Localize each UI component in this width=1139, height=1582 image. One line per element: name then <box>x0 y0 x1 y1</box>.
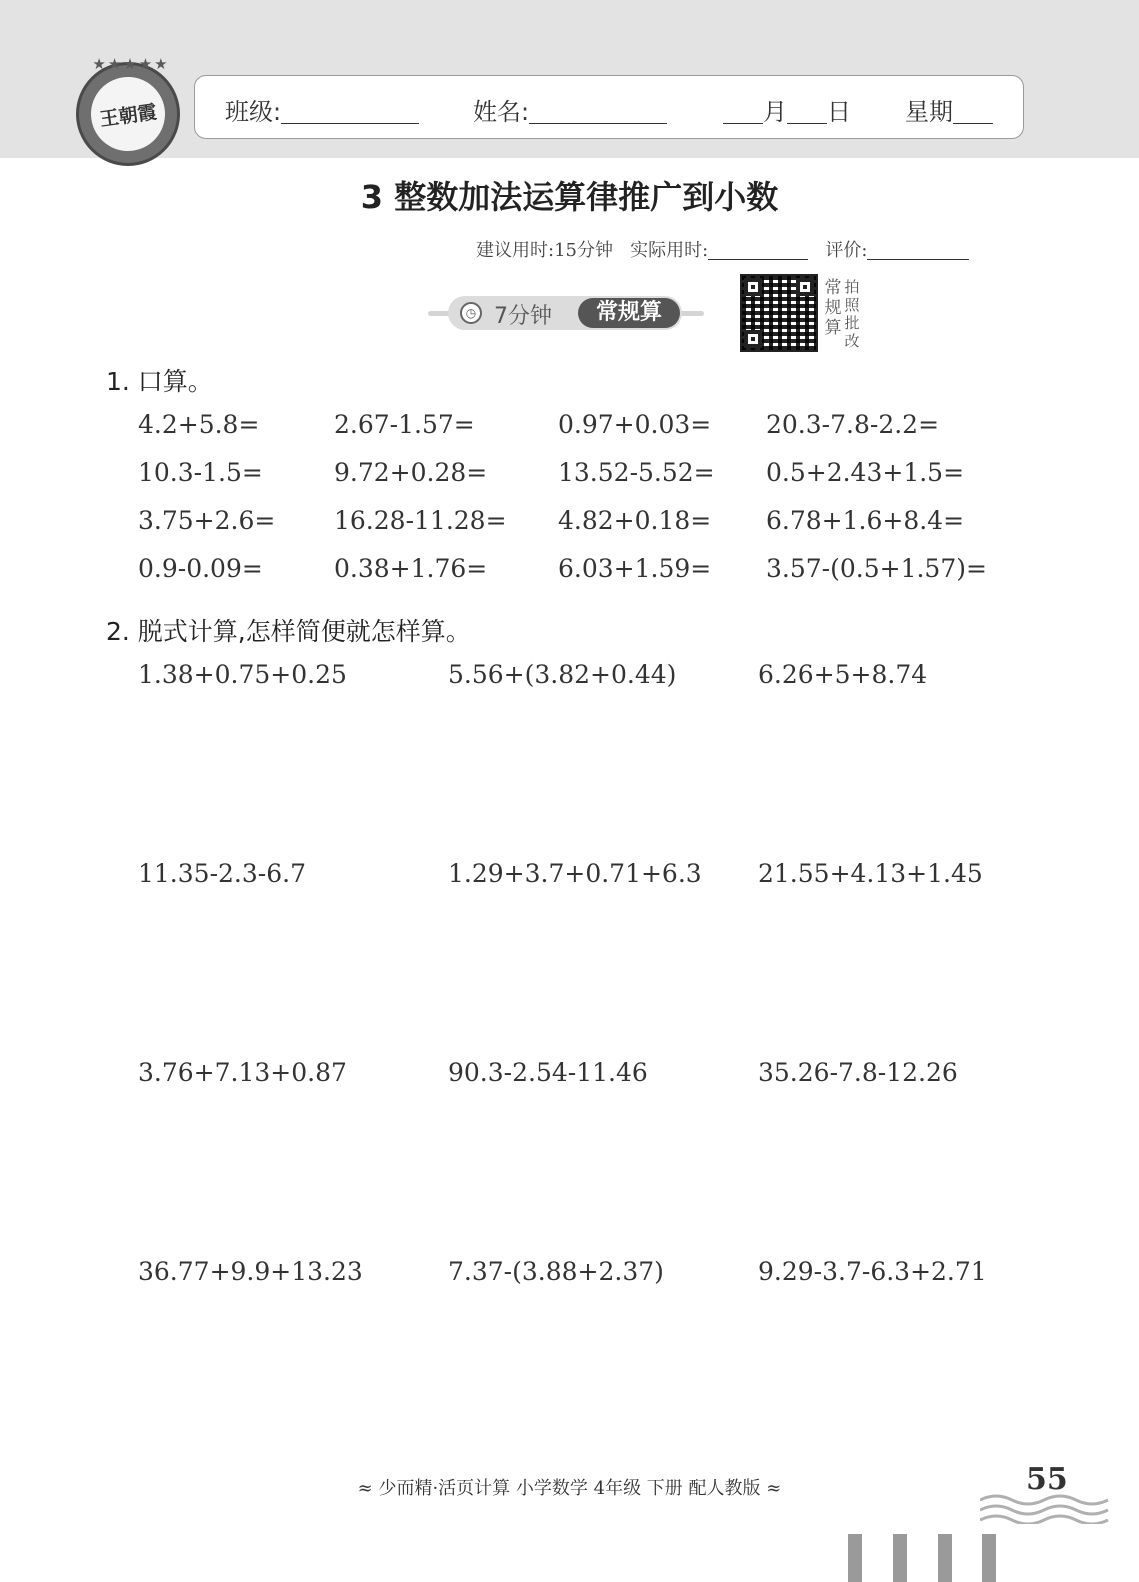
name-label: 姓名: <box>473 98 530 126</box>
qr-finder-icon <box>744 278 762 296</box>
qr-caption-left: 常规算 <box>824 278 842 338</box>
step-problem: 1.29+3.7+0.71+6.3 <box>448 859 702 888</box>
step-problem: 3.76+7.13+0.87 <box>138 1058 347 1087</box>
oral-problem: 0.5+2.43+1.5= <box>766 458 965 487</box>
step-problem: 21.55+4.13+1.45 <box>758 859 983 888</box>
oral-problem: 3.57-(0.5+1.57)= <box>766 554 987 583</box>
evaluation-label: 评价: <box>825 240 868 261</box>
oral-problem: 4.82+0.18= <box>558 506 712 535</box>
day-label: 日 <box>827 98 851 126</box>
qr-finder-icon <box>744 330 762 348</box>
actual-time-blank[interactable] <box>708 241 808 260</box>
clock-medal-icon: ◷ <box>460 302 482 324</box>
page-title: 3 整数加法运算律推广到小数 <box>360 178 779 216</box>
actual-time-label: 实际用时: <box>630 240 709 261</box>
qr-caption-right: 拍照批改 <box>844 278 860 350</box>
time-badge <box>448 296 682 330</box>
oral-problem: 3.75+2.6= <box>138 506 276 535</box>
step-problem: 9.29-3.7-6.3+2.71 <box>758 1257 987 1286</box>
day-blank[interactable] <box>787 101 827 124</box>
class-field[interactable] <box>225 92 419 127</box>
edge-tab <box>893 1534 907 1582</box>
step-problem: 36.77+9.9+13.23 <box>138 1257 363 1286</box>
oral-problem: 10.3-1.5= <box>138 458 263 487</box>
oral-problem: 9.72+0.28= <box>334 458 488 487</box>
oral-problem: 20.3-7.8-2.2= <box>766 410 940 439</box>
edge-tab <box>982 1534 996 1582</box>
step-problem: 5.56+(3.82+0.44) <box>448 660 677 689</box>
page-number: 55 <box>1026 1462 1068 1497</box>
oral-problem: 0.97+0.03= <box>558 410 712 439</box>
qr-finder-icon <box>796 278 814 296</box>
footer-series: ≈ 少而精·活页计算 小学数学 4年级 下册 配人教版 ≈ <box>357 1478 782 1499</box>
oral-problem: 0.9-0.09= <box>138 554 263 583</box>
edge-tab <box>848 1534 862 1582</box>
weekday-field[interactable] <box>905 92 993 127</box>
name-field[interactable] <box>473 92 667 127</box>
oral-problem: 4.2+5.8= <box>138 410 260 439</box>
edge-tab <box>938 1534 952 1582</box>
oral-problem: 6.03+1.59= <box>558 554 712 583</box>
oral-problem: 16.28-11.28= <box>334 506 507 535</box>
section-1-title: 1. 口算。 <box>106 367 213 396</box>
step-problem: 1.38+0.75+0.25 <box>138 660 347 689</box>
oral-problem: 2.67-1.57= <box>334 410 475 439</box>
step-problem: 11.35-2.3-6.7 <box>138 859 306 888</box>
qr-code[interactable] <box>740 274 818 352</box>
weekday-blank[interactable] <box>953 101 993 124</box>
oral-problem: 0.38+1.76= <box>334 554 488 583</box>
logo-text: 王朝霞 <box>86 72 170 156</box>
weekday-label: 星期 <box>905 98 953 126</box>
badge-time: 7分钟 <box>494 304 552 329</box>
step-problem: 7.37-(3.88+2.37) <box>448 1257 664 1286</box>
class-blank[interactable] <box>281 101 419 124</box>
brand-logo <box>76 55 180 166</box>
month-blank[interactable] <box>723 101 763 124</box>
date-field[interactable] <box>723 92 851 127</box>
step-problem: 90.3-2.54-11.46 <box>448 1058 648 1087</box>
evaluation-blank[interactable] <box>867 241 969 260</box>
oral-problem: 13.52-5.52= <box>558 458 715 487</box>
section-2-title: 2. 脱式计算,怎样简便就怎样算。 <box>106 617 471 646</box>
class-label: 班级: <box>225 98 282 126</box>
student-info-box <box>194 75 1024 139</box>
badge-tag: 常规算 <box>578 298 680 328</box>
logo-stars: ★★★★★ <box>92 55 170 73</box>
step-problem: 35.26-7.8-12.26 <box>758 1058 958 1087</box>
month-label: 月 <box>763 98 787 126</box>
time-meta <box>476 236 969 262</box>
oral-problem: 6.78+1.6+8.4= <box>766 506 965 535</box>
suggested-time: 建议用时:15分钟 <box>476 240 613 261</box>
step-problem: 6.26+5+8.74 <box>758 660 928 689</box>
name-blank[interactable] <box>529 101 667 124</box>
